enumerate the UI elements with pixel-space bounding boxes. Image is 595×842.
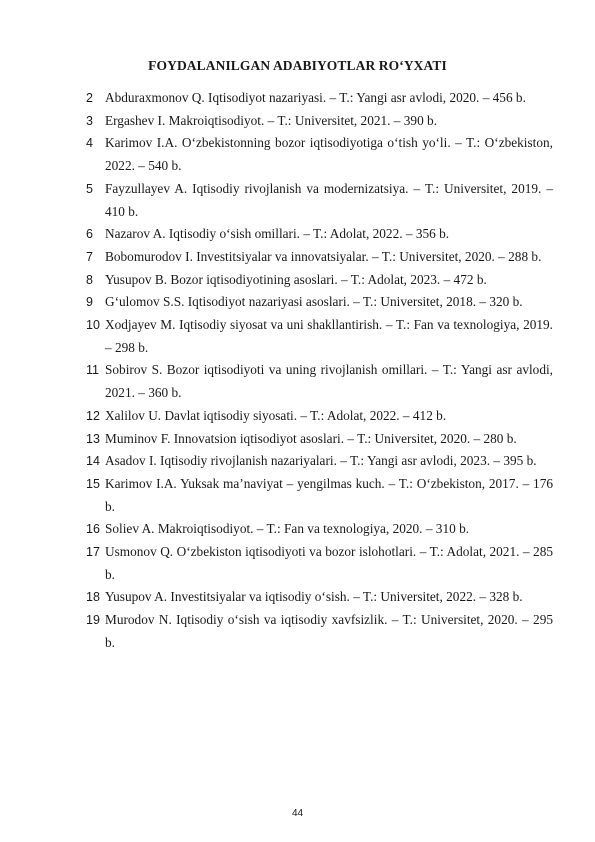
reference-number: 6: [86, 227, 93, 242]
reference-number: 15: [86, 476, 100, 491]
list-item: [86, 450, 553, 473]
reference-number: 3: [86, 113, 93, 128]
reference-number: 11: [86, 363, 99, 378]
reference-number: 14: [86, 454, 100, 469]
reference-number: 12: [86, 408, 100, 423]
list-item: [86, 405, 553, 428]
reference-text: Muminov F. Innovatsion iqtisodiyot asoslari. – T.: Universitet, 2020. – 280 b.: [105, 430, 517, 446]
reference-text: Karimov I.A. Yuksak ma’naviyat – yengilmas kuch. – T.: O‘zbekiston, 2017. – 176 b.: [105, 475, 553, 514]
list-item: [86, 132, 553, 177]
list-item: [86, 541, 553, 586]
list-item: [86, 223, 553, 246]
reference-list: [86, 87, 553, 655]
reference-text: Nazarov A. Iqtisodiy o‘sish omillari. – T.: Adolat, 2022. – 356 b.: [105, 226, 450, 242]
list-item: [86, 518, 553, 541]
reference-text: Asadov I. Iqtisodiy rivojlanish nazariyalari. – T.: Yangi asr avlodi, 2023. – 395 b.: [105, 453, 537, 469]
page-title: FOYDALANILGAN ADABIYOTLAR RO‘YXATI: [148, 58, 447, 73]
list-item: [86, 314, 553, 359]
reference-number: 17: [86, 545, 100, 560]
reference-text: Xodjayev M. Iqtisodiy siyosat va uni shakllantirish. – T.: Fan va texnologiya, 2019. – 298 b.: [105, 317, 553, 355]
reference-number: 16: [86, 522, 100, 537]
list-item: [86, 359, 553, 404]
reference-text: Sobirov S. Bozor iqtisodiyoti va uning rivojlanish omillari. – T.: Yangi asr avlodi, 2021. – 360 b.: [105, 362, 553, 401]
list-item: [86, 246, 553, 269]
list-item: [86, 110, 553, 133]
reference-text: Soliev A. Makroiqtisodiyot. – T.: Fan va texnologiya, 2020. – 310 b.: [105, 521, 470, 537]
reference-text: G‘ulomov S.S. Iqtisodiyot nazariyasi asoslari. – T.: Universitet, 2018. – 320 b.: [105, 294, 523, 310]
reference-text: Yusupov A. Investitsiyalar va iqtisodiy o‘sish. – T.: Universitet, 2022. – 328 b.: [105, 589, 523, 605]
list-item: [86, 473, 553, 518]
list-item: [86, 178, 553, 223]
reference-text: Fayzullayev A. Iqtisodiy rivojlanish va modernizatsiya. – T.: Universitet, 2019. – 410 b.: [105, 180, 553, 219]
reference-number: 2: [86, 91, 93, 105]
reference-text: Abduraxmonov Q. Iqtisodiyot nazariyasi. – T.: Yangi asr avlodi, 2020. – 456 b.: [105, 90, 526, 105]
reference-number: 10: [86, 318, 100, 333]
reference-number: 4: [86, 136, 93, 151]
reference-number: 9: [86, 295, 93, 310]
reference-text: Karimov I.A. O‘zbekistonning bozor iqtisodiyotiga o‘tish yo‘li. – T.: O‘zbekiston, 2022. – 540 b.: [105, 135, 553, 174]
reference-number: 5: [86, 181, 93, 196]
reference-number: 7: [86, 249, 93, 264]
list-item: [86, 609, 553, 654]
list-item: [86, 428, 553, 451]
reference-text: Usmonov Q. O‘zbekiston iqtisodiyoti va bozor islohotlari. – T.: Adolat, 2021. – 285 b.: [105, 544, 553, 582]
list-item: [86, 291, 553, 314]
reference-text: Murodov N. Iqtisodiy o‘sish va iqtisodiy xavfsizlik. – T.: Universitet, 2020. – 295 b.: [105, 612, 553, 650]
reference-number: 8: [86, 272, 93, 287]
list-item: [86, 87, 553, 110]
reference-number: 18: [86, 590, 100, 605]
list-item: [86, 269, 553, 292]
list-item: [86, 586, 553, 609]
reference-number: 13: [86, 431, 100, 446]
page-number: 44: [291, 808, 304, 819]
reference-number: 19: [86, 613, 100, 628]
reference-text: Bobomurodov I. Investitsiyalar va innovatsiyalar. – T.: Universitet, 2020. – 288 b.: [105, 248, 542, 264]
reference-text: Yusupov B. Bozor iqtisodiyotining asoslari. – T.: Adolat, 2023. – 472 b.: [105, 271, 487, 287]
reference-text: Xalilov U. Davlat iqtisodiy siyosati. – T.: Adolat, 2022. – 412 b.: [105, 407, 447, 423]
reference-text: Ergashev I. Makroiqtisodiyot. – T.: Universitet, 2021. – 390 b.: [105, 112, 438, 128]
